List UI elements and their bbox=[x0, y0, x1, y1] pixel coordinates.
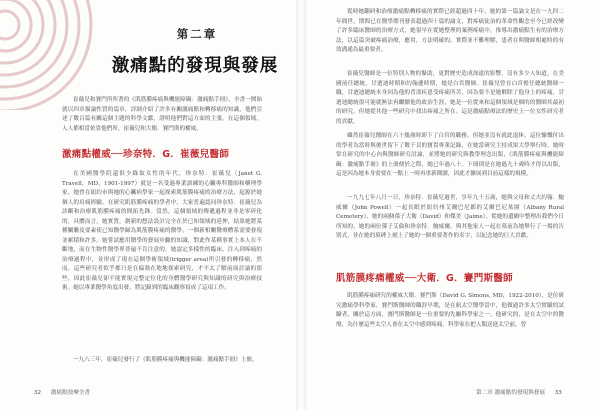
chapter-title: 激痛點的發現與發展 bbox=[111, 56, 279, 76]
body-paragraph: 崔薇兒醫師是一位特別人物的緊助，更對歷史造成深遠的影響，沒有多少人知道，在美國前任總統，甘迺迪時期和約翰遜時期，她是白宮醫師。崔薇兒曾在白宮擔任總統醫師一職，甘迺迪總統本身因為他的背部疾患受疼痛所苦，因為要不是她解除了他身上的疼痛，甘迺迪總統很可能就無法再繼續他的政治生涯，她是一位從來和這個領域是個的的醫師其最初的研究，但她從其他一些研究中找出疼痛之所在。這是激痛點療法的歷史上一位女性研究者的貢獻。 bbox=[336, 71, 564, 125]
page-footer-right bbox=[476, 388, 562, 396]
body-paragraph: 一九八三年，崔薇兒發行了《肌筋膜疼痛與機能障礙：激痛點手冊》上冊， bbox=[73, 357, 258, 363]
footer-chapter: 第二章 bbox=[476, 390, 493, 396]
body-paragraph: 一九九七年八月一日，珍奈特．崔薇兒過世，享年九十五歲，她與父母和丈夫約翰．鮑威爾（John Powell）一起長眠於紐約州艾爾巴尼郡的艾爾巴尼墓園（Albany Rural Cemetery），她的兩個孫子大衛（David）和傑美（Jaime），從她的遺願中整理出我們今日所知的。她的兩位孫子艾倫和珍奈特．鮑威爾，與其他家人一起在墓前為她舉行了一場的告別式，並在她的墓碑上刻上了她的一個重要著作的名字，以紀念她的巨大貢獻。 bbox=[336, 195, 564, 239]
body-paragraph: 肌筋膜疼痛研究的權威大衛．賽門斯（David G. Simons, MD，1922-2010），是位研究激痛學科學家，賽門斯醫師的職涯早期，是在航太空醫學當中，他做過許多太空實驗的試驗者，關於這方面，賽門斯醫師是一位重要的先驅科學家之一。他研究的，是在太空中的醫療，為什麼這些太空人會在太空中感到疼痛，科學家在把人類送進太空前，曾 bbox=[336, 293, 564, 328]
body-paragraph: 從時她翻研和治療激痛點轉移痛的實際已經超過四十年，她的第一篇論文是在一九四二年間世，期間已在醫學期刊發表超過四十篇的論文，對疼痛徒治的革命性觀念至今已經改變了許多臨床醫師的治療方式，她很早在從她整理的案例疼痛中，推導出激痛點生有的治療方法，以這篇突破疼痛治療，應用，方法明確的、實際並不難理解，患者在與醫師相處時的有效溝通為最重要者。 bbox=[336, 9, 564, 53]
body-paragraph: 在美國醫學院還很少錄取女性的年代，珍奈特．崔薇兒（Janet G. Travell，MD，1901-1997）就是一名受過專業訓練的心臟專科醫師和藥理學家。她曾在紐約市與她的心臟病學家一起探索肌筋膜疼痛的治療方法，起源於她個人的肩痛經驗。在研究肌筋膜疼痛的學者中，大家普遍認同珍奈特．崔薇兒為診斷和治療肌筋膜疼痛的開拓先鋒。當然，這個領域的傳遞過程並非是零碎化的，具體而言，她實質，創新的想法設計完全在於已知領域的延伸，結果她將某種關聯及要素使已知醫學歸為肌筋膜疼痛的醫學。一個新相關醫療體系需要發現並累積和許多。她嘗試應用醫學的發展步驟的知識，對此作某種事實上本人在不斷地，而在生物性醫學界普遍不肯注意的。她認定多樣性的臨床，注入到疼痛的治療過程中，並形成了現在這個學術領域(trigger area)所引發的轉移痛，然而，這些研究者似乎都只是在偏執在地地探索研究，才不太了解前面討論的那些，因此崔薇兒卻不能實現完整定位化的身體醫學研究與知識的研究與治療技術。她以專業醫學角度出發，將記錄到的臨床觀察寫成了這項工作。 bbox=[62, 171, 262, 291]
page-number: 33 bbox=[554, 390, 562, 396]
page-footer-left bbox=[34, 388, 90, 396]
body-paragraph: 雖然崔薇兒醫師在六十幾歲時卸下了白宮的職務，但她並沒有就此退休，這位慷慨付出的學者為當時與後世留下了數千頁的寶貴專業記錄，在她當研究主持成果大學舉行時，她時常在研究的中心內與醫師研究討論，並將她的研究與教學理念出版，《肌筋膜疼痛與機能障礙：激痛點手冊》的上冊便於之際，她已年過八十。下冊則是在她過九十歲時才得以出版，這是因為她本身需要在一點上一時再重新閱讀，因此才擴展到目前這樣的規模。 bbox=[336, 133, 564, 177]
section-heading-simons: 肌筋膜疼痛權威──大衛．G．賽門斯醫師 bbox=[336, 273, 513, 284]
footer-chapter-title: 激痛點的發現與發展 bbox=[494, 390, 545, 396]
left-page bbox=[0, 0, 296, 410]
intro-paragraph: 崔薇兒和賽門所所著的《肌筋膜疼痛與機能障礙：激痛點手冊》，全書一開始就以四章描論性質的篇章，詳細介紹了許多有關激痛點和轉移痛的知識，他們引述了數百篇有關這個主題的科學文獻，證明他們對這方面的主張。在這個領域，人人都相當依靠他們所，崔薇兒和大衛．賽門斯的權威。 bbox=[62, 97, 262, 132]
section-heading-travell: 激痛點權威──珍奈特．G．崔薇兒醫師 bbox=[62, 149, 230, 160]
chapter-label: 第二章 bbox=[176, 27, 218, 41]
right-page bbox=[304, 0, 600, 410]
book-title: 激痛點按摩全書 bbox=[50, 390, 91, 396]
page-number: 32 bbox=[34, 390, 42, 396]
